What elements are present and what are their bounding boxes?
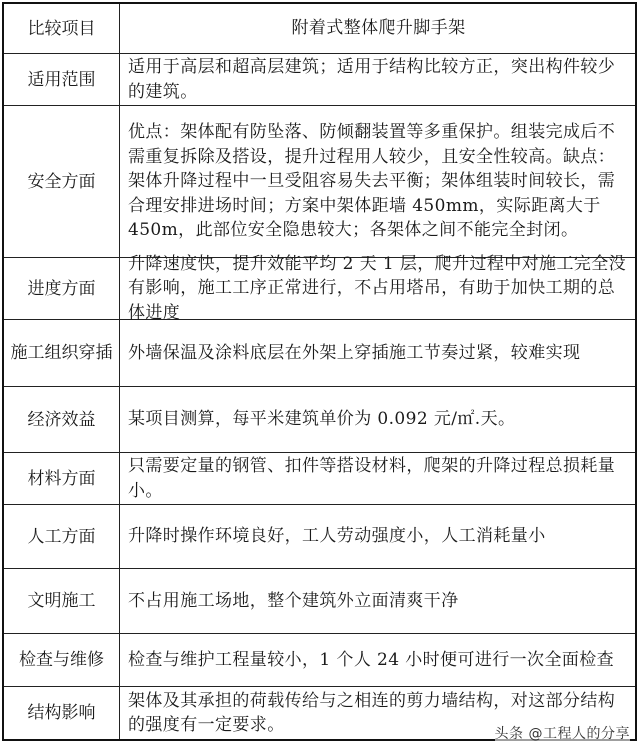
table-row [4,54,635,106]
row-content: 外墙保温及涂料底层在外架上穿插施工节奏过紧，较难实现 [128,342,581,363]
table-row [4,569,635,634]
row-item-label: 检查与维修 [4,634,120,686]
header-item-column: 比较项目 [4,4,120,53]
table-row [4,253,635,323]
row-item-label: 安全方面 [4,106,120,257]
comparison-table [2,2,637,741]
row-item-label: 经济效益 [4,387,120,452]
row-content: 某项目测算，每平米建筑单价为 0.092 元/㎡.天。 [128,409,516,430]
row-content: 优点：架体配有防坠落、防倾翻装置等多重保护。组装完成后不需重复拆除及搭设，提升过程用人较少，且安全性较高。缺点：架体升降过程中一旦受阻容易失去平衡；架体组装时间较长，需合理安排进场时间；方案中架体距墙 450mm，实际距离大于 450m，此部位安全隐患较大；各架体之间不能完全封闭。 [128,122,616,241]
table-header-row [4,4,635,54]
row-content: 升降时操作环境良好，工人劳动强度小，人工消耗量小 [128,526,546,547]
table-row [4,634,635,687]
table-row [4,320,635,387]
row-content: 适用于高层和超高层建筑；适用于结构比较方正，突出构件较少的建筑。 [128,57,616,102]
row-item-label: 适用范围 [4,54,120,105]
row-item-label: 结构影响 [4,687,120,739]
row-item-label: 进度方面 [4,258,120,319]
row-item-label: 人工方面 [4,505,120,568]
watermark: 头条 @工程人的分享 [495,723,630,743]
table-row [4,106,635,258]
row-content: 只需要定量的钢管、扣件等搭设材料，爬架的升降过程总损耗量小。 [128,456,616,501]
row-content: 升降速度快，提升效能平均 2 天 1 层，爬升过程中对施工完全没有影响，施工工序正常进行，不占用塔吊，有助于加快工期的总体进度 [128,253,627,323]
row-content: 检查与维护工程量较小，1 个人 24 小时便可进行一次全面检查 [128,649,615,670]
row-content: 架体及其承担的荷载传给与之相连的剪力墙结构，对这部分结构的强度有一定要求。 [128,690,616,735]
row-item-label: 材料方面 [4,453,120,504]
table-row [4,387,635,453]
header-subject-column: 附着式整体爬升脚手架 [291,18,466,39]
row-content: 不占用施工场地，整个建筑外立面清爽干净 [128,590,459,611]
row-item-label: 施工组织穿插 [4,320,120,386]
table-row [4,453,635,505]
table-row [4,505,635,569]
row-item-label: 文明施工 [4,569,120,633]
